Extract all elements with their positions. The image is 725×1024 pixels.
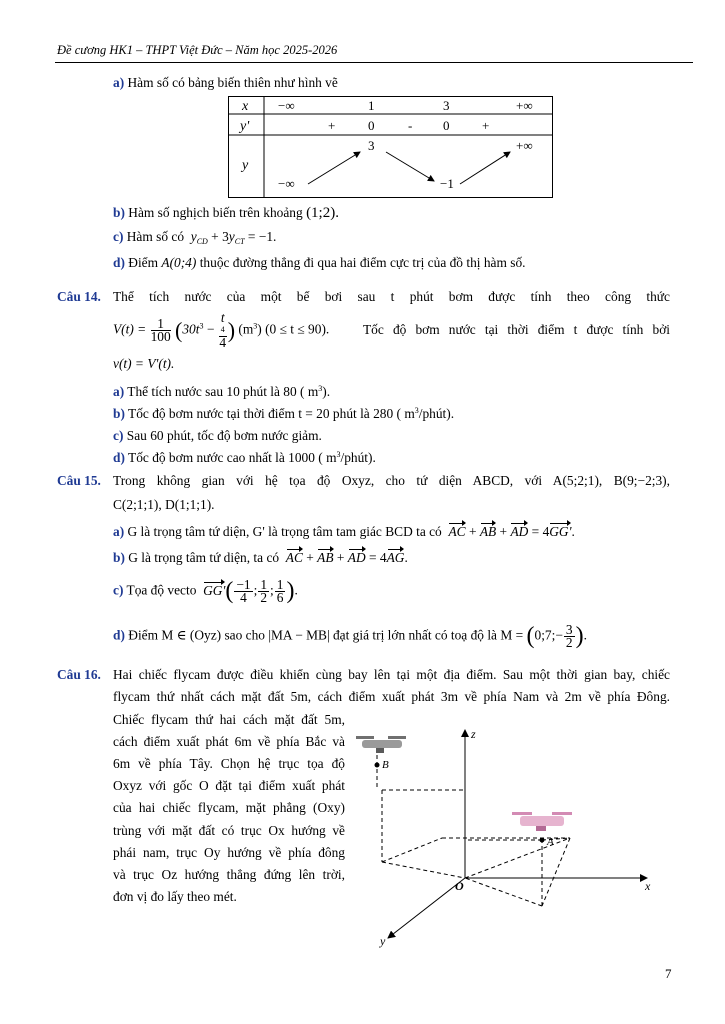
tbl-x-0: −∞ bbox=[278, 98, 295, 113]
q15-line2: C(2;1;1), D(1;1;1). bbox=[113, 497, 215, 512]
q14-a: a) Thể tích nước sau 10 phút là 80 ( $m^3$). bbox=[113, 384, 331, 399]
q16-body-1: cách điểm xuất phát 6m về phía Bắc và bbox=[113, 734, 345, 749]
arrow-down bbox=[386, 152, 434, 181]
q16-body-7: và trục Oz hướng thẳng đứng lên trời, bbox=[113, 867, 345, 882]
q16-number: Câu 16. bbox=[57, 667, 101, 682]
tbl-sign-0: + bbox=[328, 118, 336, 133]
q14-formula: V(t) = $\frac{1}{100}$ ($30t^3$ − t 4 4 ) $(m^3) (0 \le t \le 90)$. bbox=[113, 310, 330, 350]
q13-b: b) Hàm số nghịch biến trên khoảng (1;2). bbox=[113, 205, 339, 221]
q16-line2: flycam thứ nhất cách mặt đất 5m, cách điểm xuất phát 3m về phía Nam và 2m về phía Đông. bbox=[113, 689, 670, 704]
q13-c: c) Hàm số có $y_{CD} + 3y_{CT} = -1$. bbox=[113, 229, 277, 246]
tbl-x-label: x bbox=[242, 99, 249, 114]
q13-a: a) Hàm số có bảng biến thiên như hình vẽ bbox=[113, 75, 338, 90]
tbl-sign-4: + bbox=[482, 118, 490, 133]
tbl-sign-1: 0 bbox=[368, 118, 375, 133]
tbl-y-1: 3 bbox=[368, 138, 375, 153]
label-z: z bbox=[471, 727, 476, 741]
label-a: A bbox=[547, 836, 554, 848]
tbl-y-0: −∞ bbox=[278, 176, 295, 191]
header-divider bbox=[55, 62, 693, 63]
q15-c: c) Tọa độ vecto GG'( $\frac{-1}{4}$ ; $\frac{1}{2}$ ; $\frac{1}{6}$ ). bbox=[113, 577, 298, 605]
q16-body-0: Chiếc flycam thứ hai cách mặt đất 5m, bbox=[113, 712, 345, 727]
page-header: Đề cương HK1 – THPT Việt Đức – Năm học 2025-2026 bbox=[57, 43, 338, 57]
q14-line1: Thể tích nước của một bể bơi sau t phút bơm được tính theo công thức bbox=[113, 289, 670, 304]
point-b bbox=[375, 763, 380, 768]
tbl-x-2: 3 bbox=[443, 98, 450, 113]
q14-line3: v(t) = V'(t). bbox=[113, 356, 175, 371]
q16-body-4: của hai chiếc flycam, mặt phẳng (Oxy) bbox=[113, 800, 345, 815]
q16-body-8: đơn vị đo lấy theo mét. bbox=[113, 889, 237, 904]
tbl-y-2: −1 bbox=[440, 176, 454, 191]
q16-body-5: trùng với mặt đất có trục Ox hướng về bbox=[113, 823, 345, 838]
q15-number: Câu 15. bbox=[57, 473, 101, 488]
q15-b: b) G là trọng tâm tứ diện, ta có AC + AB + AD = 4AG. bbox=[113, 550, 408, 565]
label-b: B bbox=[382, 759, 389, 771]
arrow-up-2 bbox=[460, 152, 510, 184]
q16-body-6: phái nam, trục Oy hướng về phía đông bbox=[113, 845, 345, 860]
q16-body-2: 6m về phía Tây. Chọn hệ trục tọa độ bbox=[113, 756, 345, 771]
q16-line1: Hai chiếc flycam được điều khiển cùng bay lên tại một địa điểm. Sau một thời gian bay, chiếc bbox=[113, 667, 670, 682]
q14-b: b) Tốc độ bơm nước tại thời điểm t = 20 phút là 280 ( $m^3/phút$). bbox=[113, 406, 455, 421]
point-a bbox=[540, 838, 545, 843]
q15-line1: Trong không gian với hệ tọa độ Oxyz, cho tứ diện ABCD, với A(5;2;1), B(9;−2;3), bbox=[113, 473, 670, 488]
drone-a-icon bbox=[512, 812, 572, 831]
q14-line2: Tốc độ bơm nước tại thời điểm t được tính bởi bbox=[363, 322, 670, 337]
tbl-y-label: y bbox=[242, 158, 249, 173]
variation-table bbox=[228, 96, 553, 198]
drone-b-icon bbox=[356, 736, 406, 753]
tbl-x-3: +∞ bbox=[516, 98, 533, 113]
q14-number: Câu 14. bbox=[57, 289, 101, 304]
y-axis bbox=[388, 878, 465, 938]
tbl-sign-3: 0 bbox=[443, 118, 450, 133]
label-y: y bbox=[380, 934, 386, 948]
tbl-x-1: 1 bbox=[368, 98, 375, 113]
arrow-up-1 bbox=[308, 152, 360, 184]
q14-c: c) Sau 60 phút, tốc độ bơm nước giảm. bbox=[113, 428, 322, 443]
tbl-sign-2: - bbox=[408, 118, 413, 133]
tbl-y-3: +∞ bbox=[516, 138, 533, 153]
page-number: 7 bbox=[665, 966, 672, 981]
flycam-figure bbox=[352, 720, 664, 952]
tbl-yprime-label: y' bbox=[240, 119, 250, 134]
q15-a: a) G là trọng tâm tứ diện, G' là trọng tâm tam giác BCD ta có AC + AB + AD = 4GG'. bbox=[113, 524, 575, 539]
label-x: x bbox=[645, 879, 651, 893]
q16-body-3: Oxyz với gốc O đặt tại điểm xuất phát bbox=[113, 778, 345, 793]
label-o: O bbox=[455, 879, 464, 893]
q15-d: d) Điểm M ∈ (Oyz) sao cho |MA − MB| đạt giá trị lớn nhất có toạ độ là M = (0;7;− $\frac{3}{2}$ ). bbox=[113, 622, 587, 650]
q14-d: d) Tốc độ bơm nước cao nhất là 1000 ( $m^3/phút$). bbox=[113, 450, 376, 465]
q13-d: d) Điểm A(0;4) thuộc đường thẳng đi qua hai điểm cực trị của đồ thị hàm số. bbox=[113, 255, 526, 270]
